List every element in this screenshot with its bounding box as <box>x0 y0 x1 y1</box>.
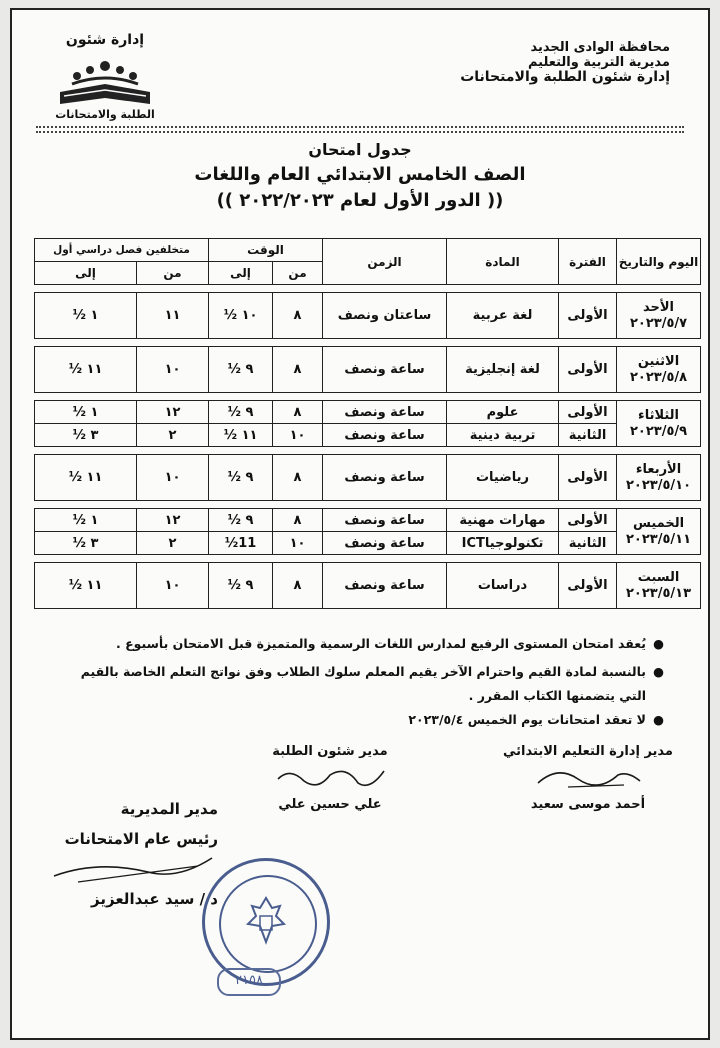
bullet-icon: ● <box>653 636 664 651</box>
time-from-cell: ٨ <box>273 455 323 501</box>
period-cell: الثانية <box>559 424 617 447</box>
title-line-3: (( الدور الأول لعام ٢٠٢٢/٢٠٢٣ )) <box>216 190 504 211</box>
directorate-header <box>460 40 670 85</box>
logo-top-text: إدارة شئون <box>65 32 145 48</box>
time-to-cell: ٩ ½ <box>209 509 273 532</box>
duration-cell: ساعة ونصف <box>323 347 447 393</box>
period-cell: الأولى <box>559 563 617 609</box>
time-to-cell: ١١ ½ <box>209 424 273 447</box>
duration-cell: ساعتان ونصف <box>323 293 447 339</box>
day-date-cell: الأربعاء ٢٠٢٣/٥/١٠ <box>617 455 701 501</box>
department-line: إدارة شئون الطلبة والامتحانات <box>460 69 670 85</box>
day-date-cell: الأحد ٢٠٢٣/٥/٧ <box>617 293 701 339</box>
header-makeup: متخلفين فصل دراسي أول <box>35 239 209 262</box>
header-makeup-from: من <box>137 262 209 285</box>
period-cell: الأولى <box>559 293 617 339</box>
table-row <box>35 563 701 609</box>
exam-schedule-table <box>34 238 701 609</box>
time-from-cell: ٨ <box>273 563 323 609</box>
time-to-cell: ١٠ ½ <box>209 293 273 339</box>
primary-manager-signature: مدير إدارة التعليم الابتدائي أحمد موسى سعيد <box>503 744 673 812</box>
signature-scribble-icon <box>270 761 390 795</box>
time-to-cell: ٩ ½ <box>209 563 273 609</box>
makeup-to-cell: ١ ½ <box>35 509 137 532</box>
subject-cell: تكنولوجياICT <box>447 532 559 555</box>
time-from-cell: ٨ <box>273 401 323 424</box>
table-row <box>35 347 701 393</box>
makeup-from-cell: ٢ <box>137 424 209 447</box>
time-to-cell: 11½ <box>209 532 273 555</box>
day-date-cell: الثلاثاء ٢٠٢٣/٥/٩ <box>617 401 701 447</box>
header-day-date: اليوم والتاريخ <box>617 239 701 285</box>
bullet-icon: ● <box>653 664 664 679</box>
governorate-line: محافظة الوادى الجديد <box>530 40 670 55</box>
note-item: ● يُعقد امتحان المستوى الرفيع لمدارس اللغات الرسمية والمتميزة قبل الامتحان بأسبوع . <box>52 632 664 656</box>
makeup-to-cell: ١١ ½ <box>35 347 137 393</box>
makeup-to-cell: ٣ ½ <box>35 532 137 555</box>
makeup-to-cell: ١ ½ <box>35 293 137 339</box>
divider <box>36 126 684 128</box>
time-from-cell: ٨ <box>273 509 323 532</box>
makeup-from-cell: ١٠ <box>137 347 209 393</box>
divider <box>36 131 684 133</box>
subject-cell: مهارات مهنية <box>447 509 559 532</box>
title-line-1: جدول امتحان <box>308 140 412 159</box>
signature-scribble-icon <box>48 852 218 886</box>
time-from-cell: ١٠ <box>273 532 323 555</box>
header-time-to: إلى <box>209 262 273 285</box>
time-from-cell: ٨ <box>273 293 323 339</box>
header-makeup-to: إلى <box>35 262 137 285</box>
note-item: ● بالنسبة لمادة القيم واحترام الآخر يقيم المعلم سلوك الطلاب وفق نواتج التعلم الخاصة بالقيم التي يتضمنها الكتاب المقرر . <box>52 660 664 708</box>
official-stamp <box>202 858 330 986</box>
document-page <box>10 8 710 1040</box>
makeup-from-cell: ١٠ <box>137 455 209 501</box>
makeup-to-cell: ١١ ½ <box>35 563 137 609</box>
header-time: الوقت <box>209 239 323 262</box>
duration-cell: ساعة ونصف <box>323 424 447 447</box>
duration-cell: ساعة ونصف <box>323 509 447 532</box>
directorate-signature: مدير المديرية رئيس عام الامتحانات د / سيد عبدالعزيز <box>38 800 218 908</box>
directorate-line: مديرية التربية والتعليم <box>527 55 670 70</box>
period-cell: الأولى <box>559 509 617 532</box>
table-row <box>35 424 701 447</box>
header-time-from: من <box>273 262 323 285</box>
header-subject: المادة <box>447 239 559 285</box>
time-to-cell: ٩ ½ <box>209 401 273 424</box>
table-row <box>35 455 701 501</box>
subject-cell: علوم <box>447 401 559 424</box>
table-row <box>35 509 701 532</box>
makeup-to-cell: ١ ½ <box>35 401 137 424</box>
makeup-from-cell: ١٠ <box>137 563 209 609</box>
eagle-emblem-icon <box>202 858 330 986</box>
signature-scribble-icon <box>528 761 648 795</box>
time-to-cell: ٩ ½ <box>209 455 273 501</box>
time-from-cell: ١٠ <box>273 424 323 447</box>
duration-cell: ساعة ونصف <box>323 455 447 501</box>
header-period: الفترة <box>559 239 617 285</box>
makeup-from-cell: ٢ <box>137 532 209 555</box>
day-date-cell: الخميس ٢٠٢٣/٥/١١ <box>617 509 701 555</box>
title-line-2: الصف الخامس الابتدائي العام واللغات <box>194 164 526 185</box>
makeup-to-cell: ٣ ½ <box>35 424 137 447</box>
makeup-from-cell: ١١ <box>137 293 209 339</box>
duration-cell: ساعة ونصف <box>323 563 447 609</box>
makeup-from-cell: ١٢ <box>137 401 209 424</box>
note-item: ● لا تعقد امتحانات يوم الخميس ٢٠٢٣/٥/٤ <box>52 708 664 732</box>
table-row <box>35 401 701 424</box>
table-row <box>35 532 701 555</box>
department-logo <box>50 32 160 122</box>
period-cell: الأولى <box>559 455 617 501</box>
makeup-from-cell: ١٢ <box>137 509 209 532</box>
period-cell: الأولى <box>559 347 617 393</box>
time-to-cell: ٩ ½ <box>209 347 273 393</box>
table-row <box>35 293 701 339</box>
time-from-cell: ٨ <box>273 347 323 393</box>
stamp-number: ٢١٥٨ <box>217 968 281 996</box>
subject-cell: رياضيات <box>447 455 559 501</box>
duration-cell: ساعة ونصف <box>323 401 447 424</box>
subject-cell: لغة إنجليزية <box>447 347 559 393</box>
notes-list <box>52 632 664 732</box>
subject-cell: لغة عربية <box>447 293 559 339</box>
period-cell: الثانية <box>559 532 617 555</box>
bullet-icon: ● <box>653 712 664 727</box>
makeup-to-cell: ١١ ½ <box>35 455 137 501</box>
day-date-cell: السبت ٢٠٢٣/٥/١٣ <box>617 563 701 609</box>
subject-cell: تربية دينية <box>447 424 559 447</box>
header-duration: الزمن <box>323 239 447 285</box>
subject-cell: دراسات <box>447 563 559 609</box>
day-date-cell: الاثنين ٢٠٢٣/٥/٨ <box>617 347 701 393</box>
logo-bottom-text: الطلبة والامتحانات <box>55 108 155 121</box>
period-cell: الأولى <box>559 401 617 424</box>
duration-cell: ساعة ونصف <box>323 532 447 555</box>
students-affairs-signature: مدير شئون الطلبة علي حسين علي <box>240 744 420 812</box>
